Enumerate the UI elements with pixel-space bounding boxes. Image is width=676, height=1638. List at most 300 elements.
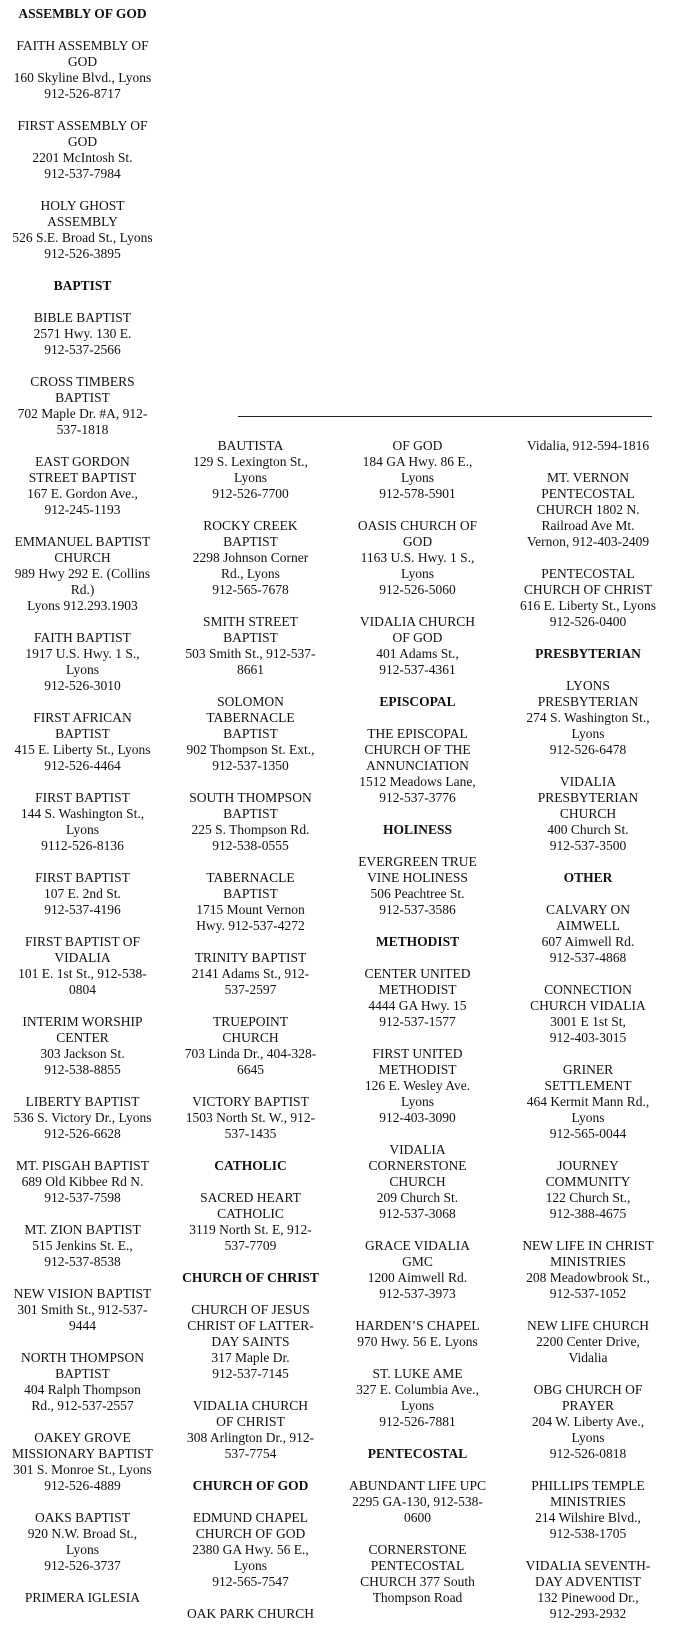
listing-name-line: TRINITY BAPTIST [194,950,307,965]
church-listing [335,1046,500,1126]
listing-detail-line: 122 Church St., [545,1190,631,1205]
listing-detail-line: AIMWELL [556,918,620,933]
listing-detail-line: SETTLEMENT [544,1078,632,1093]
listing-detail-line: CHURCH OF GOD [195,1526,306,1541]
listing-detail-line: PRAYER [561,1398,615,1413]
listing-detail-line: 920 N.W. Broad St., [27,1526,138,1541]
listing-detail-line: 1200 Aimwell Rd. [367,1270,468,1285]
church-listing [335,1478,500,1526]
listing-detail-line: 616 E. Liberty St., Lyons [519,598,657,613]
listing-name-line: FIRST AFRICAN [33,710,132,725]
listing-detail-line: Vidalia [568,1350,608,1365]
listing-detail-line: 912-293-2932 [549,1606,627,1621]
listing-detail-line: 303 Jackson St. [40,1046,125,1061]
listing-name-line: PENTECOSTAL [541,566,635,581]
listing-detail-line: 912-537-1577 [379,1014,456,1029]
listing-detail-line: Rd., Lyons [221,566,280,581]
listing-detail-line: 308 Arlington Dr., 912- [186,1430,315,1445]
listing-detail-line: 536 S. Victory Dr., Lyons [13,1110,152,1125]
church-listing [168,870,333,934]
listing-detail-line: COMMUNITY [545,1174,631,1189]
listing-name-line: VIDALIA CHURCH [359,614,476,629]
listing-detail-line: BAPTIST [55,1366,110,1381]
listing-name-line: CHURCH OF JESUS [191,1302,310,1317]
listing-detail-line: 912-565-7547 [212,1574,289,1589]
listing-detail-line: GOD [67,134,98,149]
listing-detail-line: Vernon, 912-403-2409 [526,534,650,549]
listing-name-line: FAITH ASSEMBLY OF [16,38,149,53]
listing-detail-line: 970 Hwy. 56 E. Lyons [357,1334,478,1349]
listing-detail-line: 689 Old Kibbee Rd N. [21,1174,144,1189]
listing-detail-line: ASSEMBLY [47,214,118,229]
listing-detail-line: 415 E. Liberty St., Lyons [14,742,151,757]
church-listing [335,726,500,806]
listing-detail-line: 8661 [237,662,264,677]
listing-name-line: SOUTH THOMPSON [189,790,312,805]
listing-detail-line: Lyons [571,1430,605,1445]
listing-detail-line: 404 Ralph Thompson [24,1382,141,1397]
listing-name-line: SOLOMON [217,694,284,709]
listing-name-line: NORTH THOMPSON [20,1350,145,1365]
listing-detail-line: 101 E. 1st St., 912-538- [18,966,147,981]
listing-name-line: SMITH STREET [203,614,298,629]
listing-detail-line: 912-537-1350 [212,758,289,773]
church-listing [0,534,165,614]
church-listing [0,38,165,102]
church-listing [500,774,676,854]
listing-name-line: GRINER [562,1062,614,1077]
directory-column-3 [335,0,500,1622]
listing-detail-line: 912-526-7700 [212,486,289,501]
listing-detail-line: Lyons [233,1558,267,1573]
listing-detail-line: 912-538-0555 [212,838,289,853]
listing-detail-line: 912-526-7881 [379,1414,456,1429]
listing-detail-line: 912-565-7678 [212,582,289,597]
church-listing [500,470,676,550]
listing-detail-line: Rd., 912-537-2557 [31,1398,134,1413]
listing-detail-line: 503 Smith St., 912-537- [185,646,316,661]
listing-name-line: PHILLIPS TEMPLE [531,1478,645,1493]
listing-detail-line: 401 Adams St., [376,646,459,661]
listing-detail-line: 9444 [69,1318,96,1333]
listing-detail-line: 912-538-1705 [549,1526,627,1541]
listing-detail-line: BAPTIST [55,726,110,741]
listing-detail-line: 209 Church St. [376,1190,459,1205]
listing-name-line: TABERNACLE [206,870,295,885]
listing-name-line: MT. ZION BAPTIST [24,1222,141,1237]
listing-detail-line: 214 Wilshire Blvd., [535,1510,641,1525]
listing-detail-line: 301 Smith St., 912-537- [17,1302,148,1317]
church-listing [335,1366,500,1430]
listing-name-line: TRUEPOINT [213,1014,288,1029]
church-listing [500,438,676,454]
listing-detail-line: 126 E. Wesley Ave. [364,1078,471,1093]
listing-detail-line: Lyons [400,470,434,485]
listing-detail-line: 537-7709 [224,1238,277,1253]
listing-detail-line: MINISTRIES [550,1494,626,1509]
listing-detail-line: 2298 Johnson Corner [192,550,309,565]
listing-detail-line: BAPTIST [223,806,278,821]
listing-name-line: FIRST BAPTIST [35,870,130,885]
listing-detail-line: 132 Pinewood Dr., [537,1590,639,1605]
listing-detail-line: 912-537-3973 [379,1286,456,1301]
church-listing [0,1590,165,1606]
listing-detail-line: 1917 U.S. Hwy. 1 S., [25,646,140,661]
listing-detail-line: BAPTIST [223,726,278,741]
listing-detail-line: Thompson Road [372,1590,463,1605]
listing-detail-line: 506 Peachtree St. [370,886,465,901]
listing-detail-line: 515 Jenkins St. E., [32,1238,133,1253]
listing-detail-line: 3001 E 1st St, [550,1014,626,1029]
listing-detail-line: 537-1435 [224,1126,277,1141]
listing-detail-line: Lyons 912.293.1903 [27,598,138,613]
listing-name-line: OAKEY GROVE [34,1430,131,1445]
listing-name-line: ROCKY CREEK [203,518,298,533]
listing-name-line: PRIMERA IGLESIA [24,1590,141,1605]
listing-name-line: EAST GORDON [35,454,130,469]
listing-detail-line: CHRIST OF LATTER- [187,1318,314,1333]
listing-detail-line: 912-537-4868 [549,950,627,965]
church-listing [500,982,676,1046]
listing-detail-line: GMC [402,1254,433,1269]
listing-detail-line: 1715 Mount Vernon [196,902,305,917]
church-listing [500,1558,676,1622]
church-listing [168,694,333,774]
listing-detail-line: CHURCH 1802 N. [536,502,640,517]
listing-detail-line: 912-526-0400 [549,614,627,629]
section-heading: CHURCH OF GOD [192,1478,309,1493]
listing-detail-line: 204 W. Liberty Ave., [531,1414,645,1429]
church-listing [168,1302,333,1382]
listing-name-line: VICTORY BAPTIST [192,1094,309,1109]
listing-name-line: HARDEN’S CHAPEL [355,1318,480,1333]
listing-detail-line: 912-526-0818 [549,1446,627,1461]
listing-detail-line: 2141 Adams St., 912- [191,966,310,981]
listing-detail-line: 274 S. Washington St., [526,710,650,725]
church-listing [0,454,165,518]
listing-name-line: ST. LUKE AME [372,1366,463,1381]
listing-detail-line: Lyons [400,1094,434,1109]
listing-detail-line: 912-537-3776 [379,790,456,805]
listing-name-line: VIDALIA [559,774,617,789]
listing-name-line: VIDALIA SEVENTH- [525,1558,651,1573]
listing-detail-line: Hwy. 912-537-4272 [196,918,305,933]
listing-detail-line: 989 Hwy 292 E. (Collins [14,566,151,581]
church-listing [500,1382,676,1462]
listing-detail-line: STREET BAPTIST [28,470,137,485]
listing-detail-line: 912-526-3010 [44,678,121,693]
listing-detail-line: 912-388-4675 [549,1206,627,1221]
section-heading: ASSEMBLY OF GOD [18,6,147,21]
listing-detail-line: BAPTIST [223,886,278,901]
church-listing [335,438,500,502]
listing-detail-line: Lyons [571,726,605,741]
listing-detail-line: 912-537-3500 [549,838,627,853]
listing-detail-line: 912-526-3737 [44,1558,121,1573]
listing-detail-line: 526 S.E. Broad St., Lyons [12,230,153,245]
church-listing [500,1318,676,1366]
church-listing [500,1478,676,1542]
listing-detail-line: CHURCH [389,1174,446,1189]
section-heading: EPISCOPAL [379,694,456,709]
directory-column-2 [168,0,333,1638]
listing-name-line: NEW LIFE IN CHRIST [522,1238,654,1253]
listing-detail-line: 301 S. Monroe St., Lyons [13,1462,152,1477]
listing-name-line: JOURNEY [557,1158,619,1173]
section-heading: PRESBYTERIAN [535,646,641,661]
listing-detail-line: Rd.) [70,582,95,597]
listing-name-line: ABUNDANT LIFE UPC [348,1478,486,1493]
listing-name-line: BIBLE BAPTIST [33,310,132,325]
listing-detail-line: 2201 McIntosh St. [32,150,133,165]
listing-name-line: FIRST ASSEMBLY OF [17,118,148,133]
listing-detail-line: OF GOD [392,630,443,645]
listing-detail-line: 464 Kermit Mann Rd., [526,1094,650,1109]
listing-detail-line: 912-537-3068 [379,1206,456,1221]
listing-detail-line: VIDALIA [54,950,111,965]
church-listing [500,1158,676,1222]
church-listing [500,678,676,758]
listing-name-line: CONNECTION [544,982,632,997]
listing-detail-line: BAPTIST [223,534,278,549]
listing-detail-line: 912-526-4464 [44,758,121,773]
church-listing [168,1190,333,1254]
listing-name-line: VIDALIA [389,1142,446,1157]
church-listing [0,198,165,262]
listing-detail-line: Railroad Ave Mt. [541,518,635,533]
listing-detail-line: CATHOLIC [217,1206,284,1221]
listing-detail-line: 912-526-4889 [44,1478,121,1493]
church-listing [168,1094,333,1142]
listing-name-line: LIBERTY BAPTIST [25,1094,140,1109]
church-listing [0,1350,165,1414]
church-listing [335,1238,500,1302]
church-listing [168,950,333,998]
church-listing [168,1606,333,1622]
listing-name-line: FIRST BAPTIST OF [24,934,141,949]
listing-name-line: OASIS CHURCH OF [357,518,478,533]
listing-name-line: EVERGREEN TRUE [358,854,477,869]
church-listing [0,1222,165,1270]
listing-detail-line: 912-538-8855 [44,1062,121,1077]
listing-detail-line: BAPTIST [223,630,278,645]
listing-detail-line: Lyons [400,566,434,581]
section-heading: BAPTIST [53,278,112,293]
listing-detail-line: 912-537-3586 [379,902,456,917]
listing-detail-line: VINE HOLINESS [367,870,468,885]
listing-detail-line: 912-403-3090 [379,1110,456,1125]
listing-name-line: INTERIM WORSHIP [22,1014,143,1029]
church-listing [0,710,165,774]
listing-detail-line: 912-537-7145 [212,1366,289,1381]
listing-detail-line: 1503 North St. W., 912- [185,1110,316,1125]
section-heading: CHURCH OF CHRIST [182,1270,319,1285]
listing-detail-line: DAY ADVENTIST [535,1574,641,1589]
listing-name-line: THE EPISCOPAL [367,726,468,741]
listing-detail-line: Lyons [400,1398,434,1413]
church-listing [0,118,165,182]
listing-detail-line: METHODIST [378,982,457,997]
listing-detail-line: 400 Church St. [547,822,629,837]
listing-name-line: FAITH BAPTIST [34,630,131,645]
church-listing [0,790,165,854]
listing-detail-line: 912-537-2566 [44,342,121,357]
listing-detail-line: Lyons [233,470,267,485]
section-heading: METHODIST [375,934,460,949]
listing-detail-line: 129 S. Lexington St., [193,454,308,469]
listing-detail-line: 537-2597 [224,982,277,997]
church-listing [168,614,333,678]
listing-detail-line: 607 Aimwell Rd. [541,934,635,949]
church-listing [0,870,165,918]
listing-detail-line: 2200 Center Drive, [536,1334,640,1349]
listing-detail-line: 912-565-0044 [549,1126,627,1141]
church-listing [335,1318,500,1350]
church-listing [0,630,165,694]
listing-name-line: GRACE VIDALIA [364,1238,471,1253]
listing-detail-line: TABERNACLE [206,710,295,725]
church-listing [335,1542,500,1606]
listing-detail-line: ANNUNCIATION [366,758,469,773]
listing-detail-line: 3119 North St. E, 912- [189,1222,312,1237]
listing-name-line: FIRST UNITED [372,1046,463,1061]
listing-detail-line: 912-537-4196 [44,902,121,917]
church-listing [0,1094,165,1142]
listing-detail-line: 912-526-3895 [44,246,121,261]
listing-detail-line: PRESBYTERIAN [537,790,639,805]
listing-detail-line: 912-526-6478 [549,742,627,757]
listing-detail-line: 912-526-6628 [44,1126,121,1141]
listing-name-line: LYONS [566,678,610,693]
directory-column-1 [0,0,165,1622]
listing-detail-line: PENTECOSTAL [541,486,635,501]
church-listing [0,1286,165,1334]
church-listing [0,1430,165,1494]
listing-detail-line: 0600 [404,1510,431,1525]
listing-detail-line: OF CHRIST [216,1414,285,1429]
listing-name-line: CROSS TIMBERS [30,374,135,389]
listing-detail-line: 912-578-5901 [379,486,456,501]
listing-detail-line: 2295 GA-130, 912-538- [352,1494,483,1509]
church-listing [0,310,165,358]
listing-detail-line: 6645 [237,1062,264,1077]
church-listing [335,518,500,598]
listing-detail-line: 4444 GA Hwy. 15 [368,998,467,1013]
listing-detail-line: 912-537-8538 [44,1254,121,1269]
listing-detail-line: 0804 [69,982,96,997]
listing-detail-line: MINISTRIES [550,1254,626,1269]
listing-detail-line: 208 Meadowbrook St., [526,1270,650,1285]
listing-detail-line: 225 S. Thompson Rd. [191,822,310,837]
listing-detail-line: CORNERSTONE [368,1158,467,1173]
listing-name-line: OBG CHURCH OF [533,1382,643,1397]
church-listing [500,902,676,966]
church-listing [168,1398,333,1462]
section-heading: PENTECOSTAL [367,1446,468,1461]
listing-name-line: OAKS BAPTIST [35,1510,130,1525]
listing-detail-line: Lyons [65,1542,99,1557]
listing-detail-line: 912-245-1193 [44,502,121,517]
listing-detail-line: Lyons [65,662,99,677]
church-listing [0,374,165,438]
listing-name-line: VIDALIA CHURCH [192,1398,309,1413]
listing-name-line: FIRST BAPTIST [35,790,130,805]
section-heading: CATHOLIC [214,1158,287,1173]
listing-detail-line: CHURCH [54,550,111,565]
section-heading: HOLINESS [382,822,453,837]
church-listing [168,518,333,598]
listing-detail-line: 184 GA Hwy. 86 E., [362,454,473,469]
listing-detail-line: 167 E. Gordon Ave., [27,486,138,501]
listing-detail-line: 317 Maple Dr. [211,1350,290,1365]
listing-detail-line: CHURCH 377 South [360,1574,475,1589]
listing-detail-line: 912-537-7598 [44,1190,121,1205]
listing-name-line: BAUTISTA [217,438,284,453]
listing-name-line: NEW LIFE CHURCH [526,1318,649,1333]
listing-detail-line: 912-403-3015 [549,1030,627,1045]
listing-detail-line: CHURCH [559,806,617,821]
directory-column-4 [500,0,676,1638]
listing-detail-line: Lyons [65,822,99,837]
section-heading: OTHER [563,870,613,885]
church-listing [0,1510,165,1574]
listing-detail-line: 2571 Hwy. 130 E. [33,326,132,341]
church-listing [500,1238,676,1302]
listing-detail-line: 912-537-1052 [549,1286,627,1301]
listing-name-line: Vidalia, 912-594-1816 [526,438,650,453]
listing-detail-line: 912-526-8717 [44,86,121,101]
listing-detail-line: CENTER [56,1030,109,1045]
church-listing [335,966,500,1030]
listing-detail-line: CHURCH VIDALIA [530,998,646,1013]
listing-detail-line: PRESBYTERIAN [537,694,639,709]
church-listing [168,438,333,502]
church-listing [500,566,676,630]
church-listing [168,1014,333,1078]
listing-detail-line: 107 E. 2nd St. [44,886,121,901]
listing-detail-line: MISSIONARY BAPTIST [12,1446,153,1461]
listing-name-line: CORNERSTONE [368,1542,467,1557]
listing-detail-line: 912-537-7984 [44,166,121,181]
church-listing [0,934,165,998]
church-listing [168,1510,333,1590]
listing-detail-line: 144 S. Washington St., [20,806,145,821]
listing-detail-line: Lyons [571,1110,605,1125]
listing-detail-line: 1512 Meadows Lane, [359,774,476,789]
listing-detail-line: GOD [402,534,433,549]
church-listing [335,614,500,678]
listing-detail-line: 160 Skyline Blvd., Lyons [13,70,152,85]
listing-detail-line: 912-526-5060 [379,582,456,597]
listing-name-line: NEW VISION BAPTIST [13,1286,152,1301]
listing-name-line: MT. VERNON [546,470,629,485]
listing-name-line: EDMUND CHAPEL [192,1510,309,1525]
listing-name-line: EMMANUEL BAPTIST [14,534,151,549]
listing-detail-line: CHURCH [222,1030,279,1045]
listing-detail-line: 327 E. Columbia Ave., [356,1382,479,1397]
listing-name-line: OAK PARK CHURCH [186,1606,315,1621]
listing-detail-line: CHURCH OF THE [364,742,471,757]
listing-detail-line: 703 Linda Dr., 404-328- [184,1046,317,1061]
listing-name-line: OF GOD [392,438,443,453]
listing-name-line: SACRED HEART [200,1190,301,1205]
church-listing [335,1142,500,1222]
listing-detail-line: GOD [67,54,98,69]
listing-detail-line: 912-537-4361 [379,662,456,677]
listing-detail-line: 2380 GA Hwy. 56 E., [192,1542,309,1557]
church-listing [0,1014,165,1078]
listing-detail-line: 1163 U.S. Hwy. 1 S., [360,550,475,565]
